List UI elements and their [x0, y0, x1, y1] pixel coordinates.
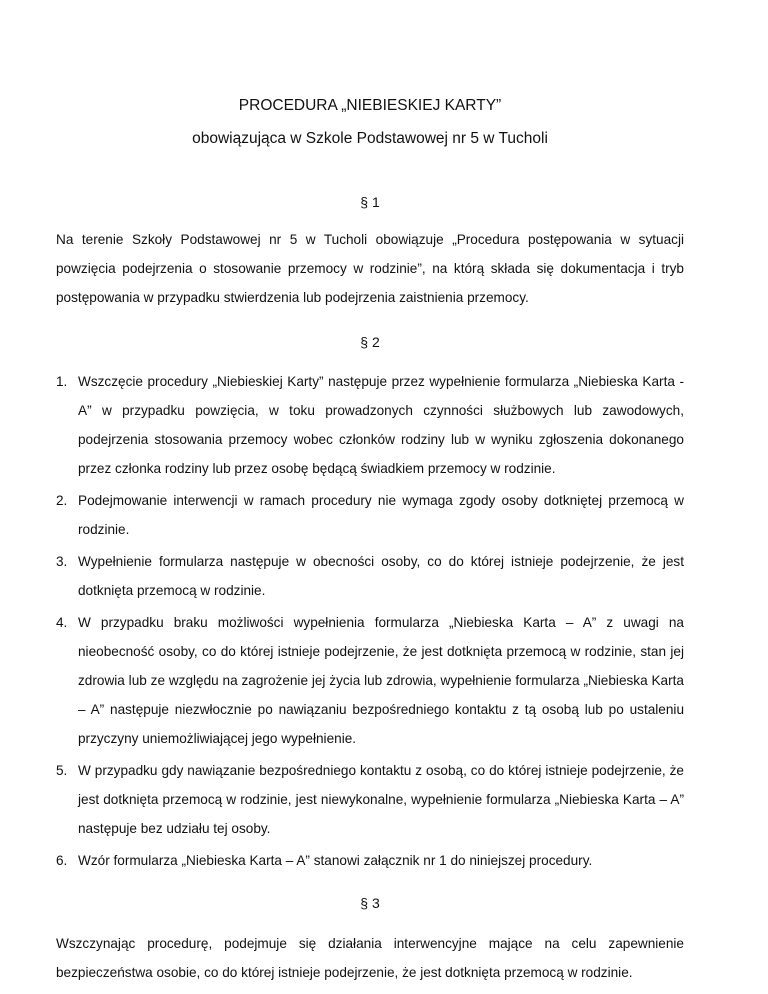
document-subtitle: obowiązująca w Szkole Podstawowej nr 5 w Tucholi	[192, 130, 548, 147]
section-3-text: Wszczynając procedurę, podejmuje się działania interwencyjne mające na celu zapewnienie bezpieczeństwa osobie, co do której istnieje podejrzenie, że jest dotknięta przemocą w rodzinie.	[56, 936, 684, 980]
list-item-number: 1.	[56, 374, 68, 389]
list-item-text: Wypełnienie formularza następuje w obecności osoby, co do której istnieje podejrzenie, że jest dotknięta przemocą w rodzinie.	[78, 554, 684, 598]
list-item-text: Wszczęcie procedury „Niebieskiej Karty” następuje przez wypełnienie formularza „Niebieska Karta - A” w przypadku powzięcia, w toku prowadzonych czynności służbowych lub zawodowych, podejrzenia stosowania przemocy wobec członków rodziny lub w wyniku zgłoszenia dokonanego przez członka rodziny lub przez osobę będącą świadkiem przemocy w rodzinie.	[78, 374, 684, 476]
list-item-text: Podejmowanie interwencji w ramach procedury nie wymaga zgody osoby dotkniętej przemocą w rodzinie.	[78, 493, 684, 537]
list-item	[56, 846, 684, 875]
list-item-number: 6.	[56, 853, 68, 868]
list-item-text: W przypadku braku możliwości wypełnienia formularza „Niebieska Karta – A” z uwagi na nieobecność osoby, co do której istnieje podejrzenie, że jest dotknięta przemocą w rodzinie, stan jej zdrowia lub ze względu na zagrożenie jej życia lub zdrowia, wypełnienie formularza „Niebieska Karta – A” następuje niezwłocznie po nawiązaniu bezpośredniego kontaktu z tą osobą lub po ustaleniu przyczyny uniemożliwiającej jego wypełnienie.	[78, 615, 684, 746]
section-1-text: Na terenie Szkoły Podstawowej nr 5 w Tucholi obowiązuje „Procedura postępowania w sytuacji powzięcia podejrzenia o stosowanie przemocy w rodzinie”, na którą składa się dokumentacja i tryb postępowania w przypadku stwierdzenia lub podejrzenia zaistnienia przemocy.	[56, 232, 684, 305]
list-item	[56, 486, 684, 544]
list-item-number: 5.	[56, 763, 68, 778]
list-item	[56, 608, 684, 753]
list-item	[56, 367, 684, 483]
list-item-text: Wzór formularza „Niebieska Karta – A” stanowi załącznik nr 1 do niniejszej procedury.	[78, 853, 593, 868]
list-item-number: 2.	[56, 493, 68, 508]
section-3-heading: § 3	[360, 895, 380, 911]
list-item	[56, 547, 684, 605]
section-2-list	[56, 367, 684, 875]
list-item-number: 3.	[56, 554, 68, 569]
list-item-text: W przypadku gdy nawiązanie bezpośredniego kontaktu z osobą, co do której istnieje podejrzenie, że jest dotknięta przemocą w rodzinie, jest niewykonalne, wypełnienie formularza „Niebieska Karta – A” następuje bez udziału tej osoby.	[78, 763, 684, 836]
section-2-heading: § 2	[360, 334, 380, 350]
list-item	[56, 756, 684, 843]
document-title: PROCEDURA „NIEBIESKIEJ KARTY”	[238, 97, 502, 114]
section-1-heading: § 1	[360, 194, 380, 210]
list-item-number: 4.	[56, 615, 68, 630]
